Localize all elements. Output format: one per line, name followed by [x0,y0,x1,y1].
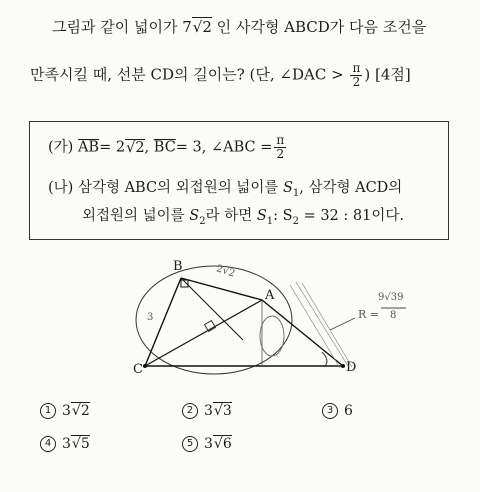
choice-5[interactable]: 5 3√6 [182,436,232,452]
pencil-loop [260,316,284,356]
condition-na-line1: (나) 삼각형 ABC의 외접원의 넓이를 $S_1$, 삼각형 ACD의 [48,180,403,199]
note-den: 8 [390,310,397,321]
sqrt-sign: √2 [192,18,212,36]
pencil-hatch [290,282,352,368]
condition-ga: (가) $\overline{AB}= 2√2$, $\overline{BC}= 3$, ∠ABC = $\frac{\pi}{2}$ [48,133,285,161]
diagonal-bd [181,278,243,340]
condition-na-line2: 외접원의 넓이를 $S_2$라 하면 $S_1$: $S_2 = 32$ : 81이다. [82,208,404,227]
vertex-c [143,364,147,368]
arrow [330,318,355,330]
note-left: 3 [147,312,154,323]
note-num: 9√39 [378,292,404,303]
question-line-2: 만족시킬 때, 선분 CD의 길이는? (단, ∠DAC > $\frac{\pi}{2}$ ) [4점] [30,61,411,89]
angle-arc [322,352,327,366]
question-line-1: 그림과 같이 넓이가 7√2 인 사각형 ABCD가 다음 조건을 [52,18,427,36]
pi-over-2-fraction: $\frac{\pi}{2}$ [352,61,361,89]
quadrilateral-abcd [145,278,343,366]
choice-1[interactable]: 1 3√2 [40,403,90,419]
label-c: C [133,362,143,377]
label-d: D [346,360,357,375]
vertex-d [341,364,345,368]
label-a: A [265,288,275,303]
angle-fraction: $\frac{\pi}{2}$ [276,133,285,161]
choice-3[interactable]: 3 6 [322,403,353,419]
label-b: B [173,259,183,274]
choice-4[interactable]: 4 3√5 [40,436,90,452]
choice-2[interactable]: 2 3√3 [182,403,232,419]
note-r: R = [358,308,379,321]
diagonal-ac [145,300,262,366]
note-top: 2√2 [214,263,237,280]
